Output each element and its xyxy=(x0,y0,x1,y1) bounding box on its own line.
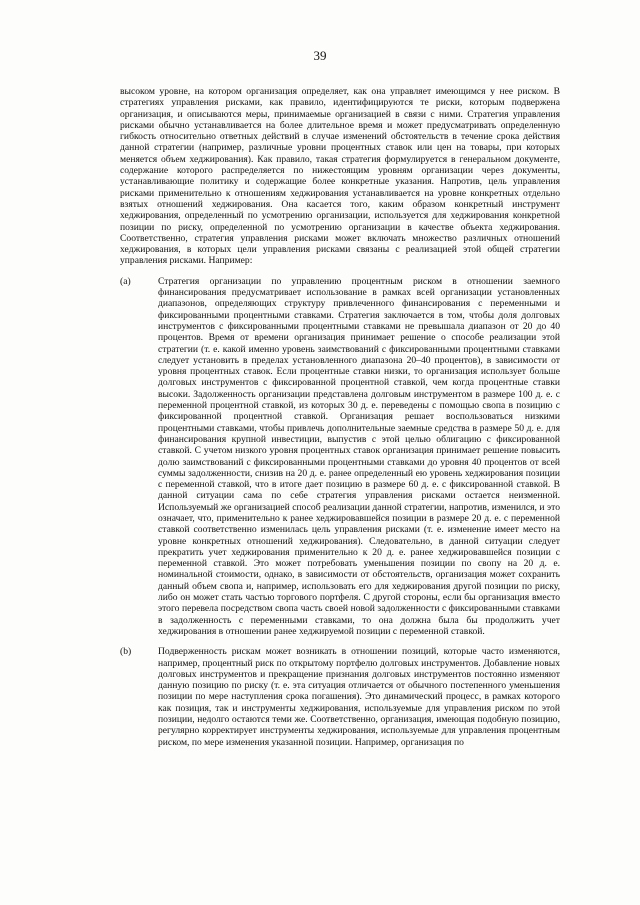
list-marker: (a) xyxy=(120,275,131,287)
list-item-text: Стратегия организации по управлению процентным риском в отношении заемного финансирования предусматривает использование в рамках всей организации установленных диапазонов, определяющих структуру привлеченного финансирования с переменными и фиксированными процентными ставками. Стратегия заключается в том, чтобы доля долговых инструментов с фиксированными процентными ставками не превышала диапазон от 20 до 40 процентов. Время от времени организация принимает решение о способе реализации этой стратегии (т. е. какой именно уровень заимствований с фиксированными процентными ставками следует установить в пределах установленного диапазона 20–40 процентов), в зависимости от уровня процентных ставок. Если процентные ставки низки, то организация использует больше долговых инструментов с фиксированной процентной ставкой, чем когда процентные ставки высоки. Задолженность организации представлена долговым инструментом в размере 100 д. е. с переменной процентной ставкой, из которых 30 д. е. переведены с помощью свопа в позицию с фиксированной процентной ставкой. Организация решает воспользоваться низкими процентными ставками, чтобы привлечь дополнительные заемные средства в размере 50 д. е. для финансирования крупной инвестиции, выпустив с этой целью облигацию с фиксированной ставкой. С учетом низкого уровня процентных ставок организация принимает решение повысить долю заимствований с фиксированными процентными ставками до уровня 40 процентов от всей суммы задолженности, снизив на 20 д. е. ранее определенный ею уровень хеджирования позиции с переменной ставкой, что в итоге дает позицию в размере 60 д. е. с фиксированной ставкой. В данной ситуации сама по себе стратегия управления рисками остается неизменной. Используемый же организацией способ реализации данной стратегии, напротив, изменился, и это означает, что, применительно к ранее хеджировавшейся позиции в размере 20 д. е. с переменной ставкой соответственно изменилась цель управления рисками (т. е. изменение имеет место на уровне конкретных отношений хеджирования). Следовательно, в данной ситуации следует прекратить учет хеджирования применительно к 20 д. е. ранее хеджировавшейся позиции с переменной ставкой. Это может потребовать уменьшения позиции по свопу на 20 д. е. номинальной стоимости, однако, в зависимости от обстоятельств, организация может сохранить данный объем свопа и, например, использовать его для хеджирования другой позиции по риску, либо он может стать частью торгового портфеля. С другой стороны, если бы организация вместо этого перевела посредством свопа часть своей новой задолженности с фиксированными ставками в задолженность с переменными ставками, то она должна была бы продолжить учет хеджирования в отношении ранее хеджируемой позиции с переменной ставкой. xyxy=(158,275,560,637)
list-item-b xyxy=(120,646,560,748)
page-content xyxy=(120,86,560,748)
intro-paragraph: высоком уровне, на котором организация определяет, как она управляет имеющимся у нее риском. В стратегиях управления рисками, как правило, идентифицируются те риски, которым подвержена организация, и описываются меры, принимаемые организацией в связи с ними. Стратегия управления рисками обычно устанавливается на более длительное время и может предусматривать определенную гибкость относительно ответных действий в случае изменений обстоятельств в течение срока действия данной стратегии (например, различные уровни процентных ставок или цен на товары, при которых меняется объем хеджирования). Как правило, такая стратегия формулируется в генеральном документе, содержание которого распределяется по нижестоящим уровням организации через документы, устанавливающие политику и содержащие более конкретные указания. Напротив, цель управления рисками применительно к отношениям хеджирования устанавливается на уровне конкретных отдельно взятых отношений хеджирования. Она касается того, каким образом конкретный инструмент хеджирования, определенный по усмотрению организации, используется для хеджирования конкретной позиции по риску, определенной по усмотрению организации в качестве объекта хеджирования. Соответственно, стратегия управления рисками может включать множество различных отношений хеджирования, в которых цели управления рисками связаны с реализацией этой общей стратегии управления рисками. Например: xyxy=(120,86,560,267)
list-item-text: Подверженность рискам может возникать в отношении позиций, которые часто изменяются, например, процентный риск по открытому портфелю долговых инструментов. Добавление новых долговых инструментов и прекращение признания долговых инструментов постоянно изменяют данную позицию по риску (т. е. эта ситуация отличается от обычного постепенного уменьшения позиции по мере наступления срока погашения). Это динамический процесс, в рамках которого как позиция, так и инструменты хеджирования, используемые для управления риском по этой позиции, недолго остаются теми же. Соответственно, организация, имеющая подобную позицию, регулярно корректирует инструменты хеджирования, используемые для управления процентным риском, по мере изменения указанной позиции. Например, организация по xyxy=(158,646,560,748)
list-marker: (b) xyxy=(120,646,132,658)
page-number: 39 xyxy=(313,48,327,63)
list-item-a xyxy=(120,276,560,638)
